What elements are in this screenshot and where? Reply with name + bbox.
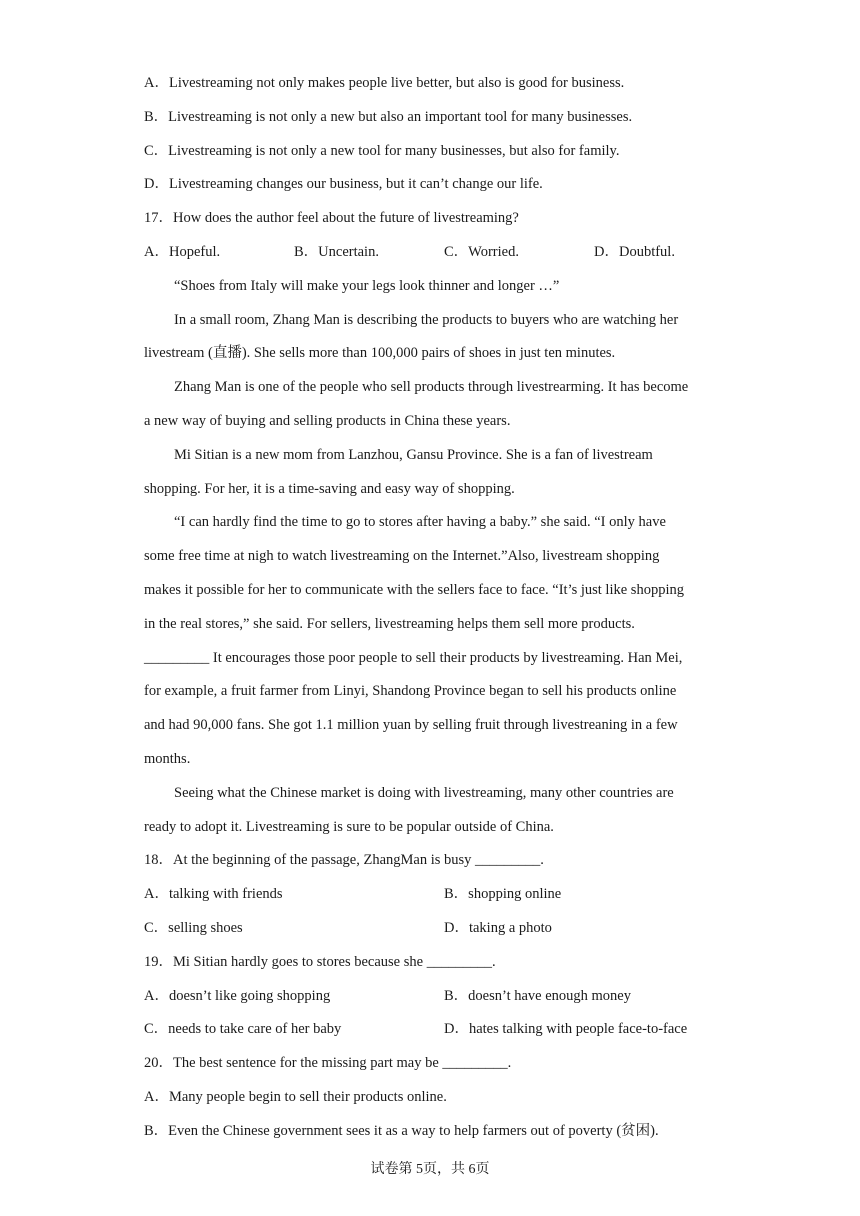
q17-option-d[interactable]: D．Doubtful. xyxy=(594,244,675,260)
q16-option-a[interactable]: A．Livestreaming not only makes people live better, but also is good for business. xyxy=(144,75,625,91)
q18-option-d[interactable]: D．taking a photo xyxy=(444,920,552,936)
passage-p6-line1: Seeing what the Chinese market is doing with livestreaming, many other countries are xyxy=(174,785,674,801)
q16-option-b[interactable]: B．Livestreaming is not only a new but also an important tool for many businesses. xyxy=(144,109,633,125)
q17-stem: 17．How does the author feel about the future of livestreaming? xyxy=(144,210,519,226)
passage-p1: “Shoes from Italy will make your legs look thinner and longer …” xyxy=(174,278,560,294)
q18-stem: 18．At the beginning of the passage, ZhangMan is busy _________. xyxy=(144,852,544,868)
q17-option-b[interactable]: B．Uncertain. xyxy=(294,244,379,260)
passage-p5-line6: for example, a fruit farmer from Linyi, Shandong Province began to sell his products online xyxy=(144,683,677,699)
passage-p5-line7: and had 90,000 fans. She got 1.1 million yuan by selling fruit through livestreaning in a few xyxy=(144,717,678,733)
passage-p4-line2: shopping. For her, it is a time-saving and easy way of shopping. xyxy=(144,481,515,497)
q20-option-a[interactable]: A．Many people begin to sell their products online. xyxy=(144,1089,447,1105)
q17-option-a[interactable]: A．Hopeful. xyxy=(144,244,221,260)
passage-p2-line1: In a small room, Zhang Man is describing the products to buyers who are watching her xyxy=(174,312,679,328)
page-footer: 试卷第 5页，共 6页 xyxy=(370,1162,490,1177)
q17-option-c[interactable]: C．Worried. xyxy=(444,244,519,260)
passage-p6-line2: ready to adopt it. Livestreaming is sure to be popular outside of China. xyxy=(144,819,554,835)
q20-option-b[interactable]: B．Even the Chinese government sees it as a way to help farmers out of poverty (贫困). xyxy=(144,1123,659,1139)
q16-option-d[interactable]: D．Livestreaming changes our business, but it can’t change our life. xyxy=(144,176,543,192)
passage-p5-line3: makes it possible for her to communicate with the sellers face to face. “It’s just like shopping xyxy=(144,582,684,598)
q19-stem: 19．Mi Sitian hardly goes to stores because she _________. xyxy=(144,954,496,970)
q19-option-d[interactable]: D．hates talking with people face-to-face xyxy=(444,1021,688,1037)
q18-option-a[interactable]: A．talking with friends xyxy=(144,886,283,902)
passage-p5-line2: some free time at nigh to watch livestreaming on the Internet.”Also, livestream shopping xyxy=(144,548,660,564)
q19-option-a[interactable]: A．doesn’t like going shopping xyxy=(144,988,331,1004)
passage-p5-line4: in the real stores,” she said. For sellers, livestreaming helps them sell more products. xyxy=(144,616,635,632)
q19-option-b[interactable]: B．doesn’t have enough money xyxy=(444,988,631,1004)
passage-p2-line2: livestream (直播). She sells more than 100,000 pairs of shoes in just ten minutes. xyxy=(144,345,616,361)
passage-p3-line1: Zhang Man is one of the people who sell products through livestrearming. It has become xyxy=(174,379,689,395)
q19-option-c[interactable]: C．needs to take care of her baby xyxy=(144,1021,342,1037)
q18-option-c[interactable]: C．selling shoes xyxy=(144,920,243,936)
passage-p5-line1: “I can hardly find the time to go to stores after having a baby.” she said. “I only have xyxy=(174,514,666,530)
q18-option-b[interactable]: B．shopping online xyxy=(444,886,562,902)
q16-option-c[interactable]: C．Livestreaming is not only a new tool for many businesses, but also for family. xyxy=(144,143,620,159)
passage-p3-line2: a new way of buying and selling products in China these years. xyxy=(144,413,511,429)
q20-stem: 20．The best sentence for the missing part may be _________. xyxy=(144,1055,512,1071)
passage-p4-line1: Mi Sitian is a new mom from Lanzhou, Gansu Province. She is a fan of livestream xyxy=(174,447,653,463)
passage-p5-line8: months. xyxy=(144,751,191,767)
passage-p5-line5: _________ It encourages those poor people to sell their products by livestreaming. Han Mei, xyxy=(144,650,683,666)
